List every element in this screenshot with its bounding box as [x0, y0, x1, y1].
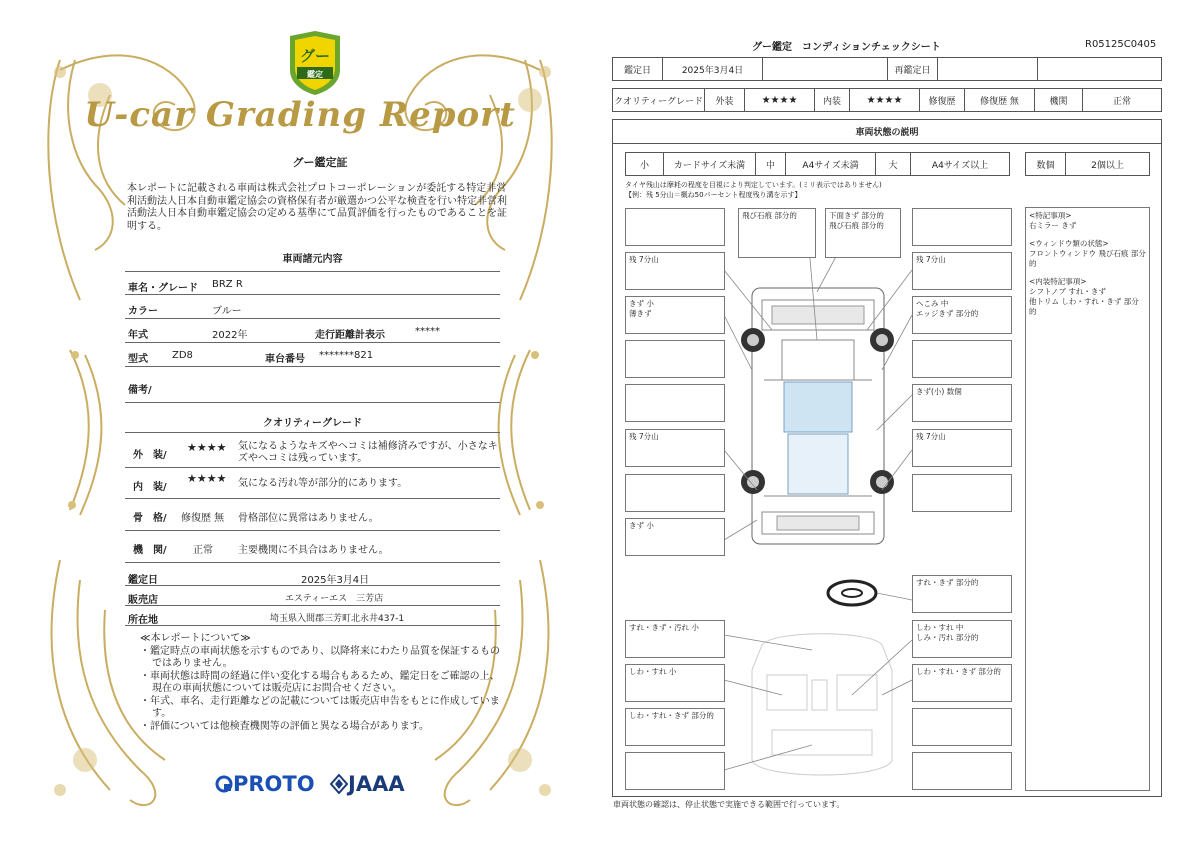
address-label: 所在地	[128, 615, 158, 626]
bottom-row-date	[125, 568, 500, 586]
chassis-value: *******821	[319, 350, 374, 361]
report-notes	[140, 633, 500, 733]
spec-row-model	[125, 343, 500, 367]
damage-box: きず(小) 数個	[912, 384, 1012, 422]
shop-label: 販売店	[128, 595, 158, 606]
inspection-date-value: 2025年3月4日	[663, 58, 763, 80]
goo-kantei-badge	[286, 30, 344, 96]
damage-box: きず 小	[625, 518, 725, 556]
blank-cell	[763, 58, 888, 80]
sheet-id: R05125C0405	[1085, 39, 1157, 50]
interior-view	[752, 634, 892, 775]
date-value: 2025年3月4日	[301, 575, 370, 586]
special-remarks	[1025, 207, 1150, 791]
reinspect-date-value	[938, 58, 1038, 80]
quality-row-engine	[125, 531, 500, 563]
damage-box: 残 7分山	[912, 252, 1012, 290]
window-title: <ウィンドウ類の状態>	[1029, 239, 1109, 248]
engine-value: 正常	[193, 545, 213, 556]
count-legend	[1025, 152, 1150, 176]
interior-damage-box: しわ・すれ・きず 部分的	[625, 708, 725, 746]
interior-stars: ★★★★	[850, 89, 920, 111]
interior-damage-box: しわ・すれ・きず 部分的	[912, 664, 1012, 702]
damage-box: へこみ 中 エッジきず 部分的	[912, 296, 1012, 334]
exterior-stars: ★★★★	[187, 441, 227, 454]
badge-text: 鑑定	[307, 70, 323, 79]
frame-label: 骨 格/	[133, 513, 167, 524]
color-label: カラー	[128, 306, 158, 317]
interior-damage-box	[912, 752, 1012, 790]
steering-wheel-icon	[828, 581, 876, 605]
certificate-heading: グー鑑定証	[292, 156, 348, 169]
size-legend	[625, 152, 1010, 176]
special-text: 右ミラー きず	[1029, 221, 1077, 230]
damage-box	[625, 208, 725, 246]
remarks-label: 備考/	[128, 385, 152, 396]
interior-damage-box: しわ・すれ 小	[625, 664, 725, 702]
jaaa-logo: JAAA	[330, 772, 405, 796]
date-label: 鑑定日	[128, 575, 158, 586]
svg-text:グー: グー	[299, 47, 331, 65]
date-table	[612, 57, 1162, 81]
chassis-label: 車台番号	[265, 354, 305, 365]
report-title: U-car Grading Report	[84, 95, 516, 135]
quality-row-exterior	[125, 432, 500, 468]
interior-damage-box	[912, 708, 1012, 746]
name-grade-label: 車名・グレード	[128, 283, 198, 294]
mileage-value: *****	[415, 326, 440, 337]
interior-label: 内装	[815, 89, 850, 111]
exterior-label: 外装	[705, 89, 745, 111]
spec-row-year	[125, 319, 500, 343]
damage-box	[912, 474, 1012, 512]
color-value: ブルー	[212, 306, 242, 317]
model-value: ZD8	[172, 350, 193, 361]
interior-remarks-title: <内装特記事項>	[1029, 277, 1087, 286]
spec-row-color	[125, 295, 500, 319]
interior-stars: ★★★★	[187, 472, 227, 485]
frame-value: 修復歴 無	[181, 513, 225, 524]
engine-desc: 主要機関に不具合はありません。	[238, 545, 389, 556]
damage-box	[625, 340, 725, 378]
damage-box	[625, 474, 725, 512]
spec-row-remarks	[125, 367, 500, 403]
damage-box	[912, 208, 1012, 246]
legend-large-desc: A4サイズ以上	[931, 160, 989, 171]
window-text: フロントウィンドウ 飛び石痕 部分的	[1029, 249, 1146, 268]
year-label: 年式	[128, 330, 148, 341]
quality-section-title: クオリティーグレード	[263, 418, 362, 429]
interior-remarks-text: シフトノブ すれ・きず	[1029, 287, 1106, 296]
grade-table	[612, 88, 1162, 112]
interior-damage-box: しわ・すれ 中 しみ・汚れ 部分的	[912, 620, 1012, 658]
interior-remarks-text: 他トリム しわ・すれ・きず 部分的	[1029, 297, 1139, 316]
quality-row-frame	[125, 499, 500, 531]
jaaa-logo-icon	[330, 774, 348, 794]
mileage-label: 走行距離計表示	[315, 330, 385, 341]
damage-box: 残 7分山	[625, 429, 725, 467]
note-item: ・年式、車名、走行距離などの記載については販売店申告をもとに作成しています。	[140, 695, 500, 719]
damage-box: 下面きず 部分的 飛び石痕 部分的	[825, 208, 901, 258]
engine-label: 機関	[1035, 89, 1083, 111]
legend-count: 数個	[1026, 153, 1066, 175]
inspection-date-label: 鑑定日	[613, 58, 663, 80]
damage-box: きず 小 薄きず	[625, 296, 725, 334]
legend-large: 大	[876, 153, 911, 175]
shop-value: エスティーエス 三芳店	[285, 594, 384, 604]
damage-box	[912, 340, 1012, 378]
legend-medium-desc: A4サイズ未満	[786, 153, 876, 175]
exterior-desc: 気になるようなキズやヘコミは補修済みですが、小さなキズやヘコミは残っています。	[238, 441, 498, 464]
proto-logo: PROTO	[215, 772, 315, 796]
tire-note: タイヤ残山は摩耗の程度を目視により判定しています。(ミリ表示ではありません)	[625, 181, 882, 189]
proto-logo-icon	[215, 775, 233, 793]
legend-count-desc: 2個以上	[1091, 160, 1124, 171]
interior-damage-box	[625, 752, 725, 790]
interior-label: 内 装/	[133, 482, 167, 493]
special-title: <特記事項>	[1029, 211, 1072, 220]
condition-title: 車両状態の説明	[613, 120, 1161, 144]
note-item: ・車両状態は時間の経過に伴い変化する場合もあるため、鑑定日をご確認の上、現在の車両状態については販売店にお問合せください。	[140, 670, 500, 694]
sheet-title: グー鑑定 コンディションチェックシート	[752, 42, 941, 53]
name-grade-value: BRZ R	[212, 279, 243, 290]
interior-damage-box: すれ・きず・汚れ 小	[625, 620, 725, 658]
spec-section-title: 車両諸元内容	[282, 254, 343, 265]
reinspect-date-label: 再鑑定日	[888, 58, 938, 80]
quality-row-interior	[125, 468, 500, 499]
interior-desc: 気になる汚れ等が部分的にあります。	[238, 478, 408, 489]
engine-label: 機 関/	[133, 545, 167, 556]
quality-grade-label: クオリティーグレード	[613, 89, 705, 111]
car-top-view	[741, 288, 894, 544]
tire-note-example: 【例：残 5分山＝概ね50パーセント程度残り溝を示す】	[625, 191, 802, 199]
damage-box: 残 7分山	[625, 252, 725, 290]
sheet-footer: 車両状態の確認は、停止状態で実施できる範囲で行っています。	[613, 800, 845, 809]
blank-cell	[1038, 58, 1161, 80]
legend-small: 小	[626, 153, 664, 175]
model-label: 型式	[128, 354, 148, 365]
damage-box	[625, 384, 725, 422]
exterior-label: 外 装/	[133, 450, 167, 461]
bottom-row-shop	[125, 588, 500, 606]
interior-damage-box: すれ・きず 部分的	[912, 575, 1012, 613]
damage-box: 飛び石痕 部分的	[738, 208, 816, 258]
spec-row-name	[125, 271, 500, 295]
engine-value: 正常	[1112, 96, 1131, 107]
legend-medium: 中	[756, 153, 786, 175]
note-item: ・評価については他検査機関等の評価と異なる場合があります。	[140, 720, 429, 732]
year-value: 2022年	[212, 330, 248, 341]
certificate-body: 本レポートに記載される車両は株式会社プロトコーポレーションが委託する特定非営利活動法人日本自動車鑑定協会の資格保有者が厳選かつ公平な検査を行い特定非営利活動法人日本自動車鑑定協会の定める基準にて品質評価を行ったものであることを証明する。	[127, 183, 507, 232]
repair-value: 修復歴 無	[965, 89, 1035, 111]
frame-desc: 骨格部位に異常はありません。	[238, 513, 379, 524]
repair-label: 修復歴	[920, 89, 965, 111]
legend-small-desc: カードサイズ未満	[664, 153, 756, 175]
note-item: ・鑑定時点の車両状態を示すものであり、以降将来にわたり品質を保証するものではありません。	[140, 645, 500, 669]
address-value: 埼玉県入間郡三芳町北永井437-1	[270, 614, 405, 624]
notes-heading: ≪本レポートについて≫	[140, 633, 251, 644]
exterior-stars: ★★★★	[745, 89, 815, 111]
bottom-row-address	[125, 608, 500, 626]
damage-box: 残 7分山	[912, 429, 1012, 467]
